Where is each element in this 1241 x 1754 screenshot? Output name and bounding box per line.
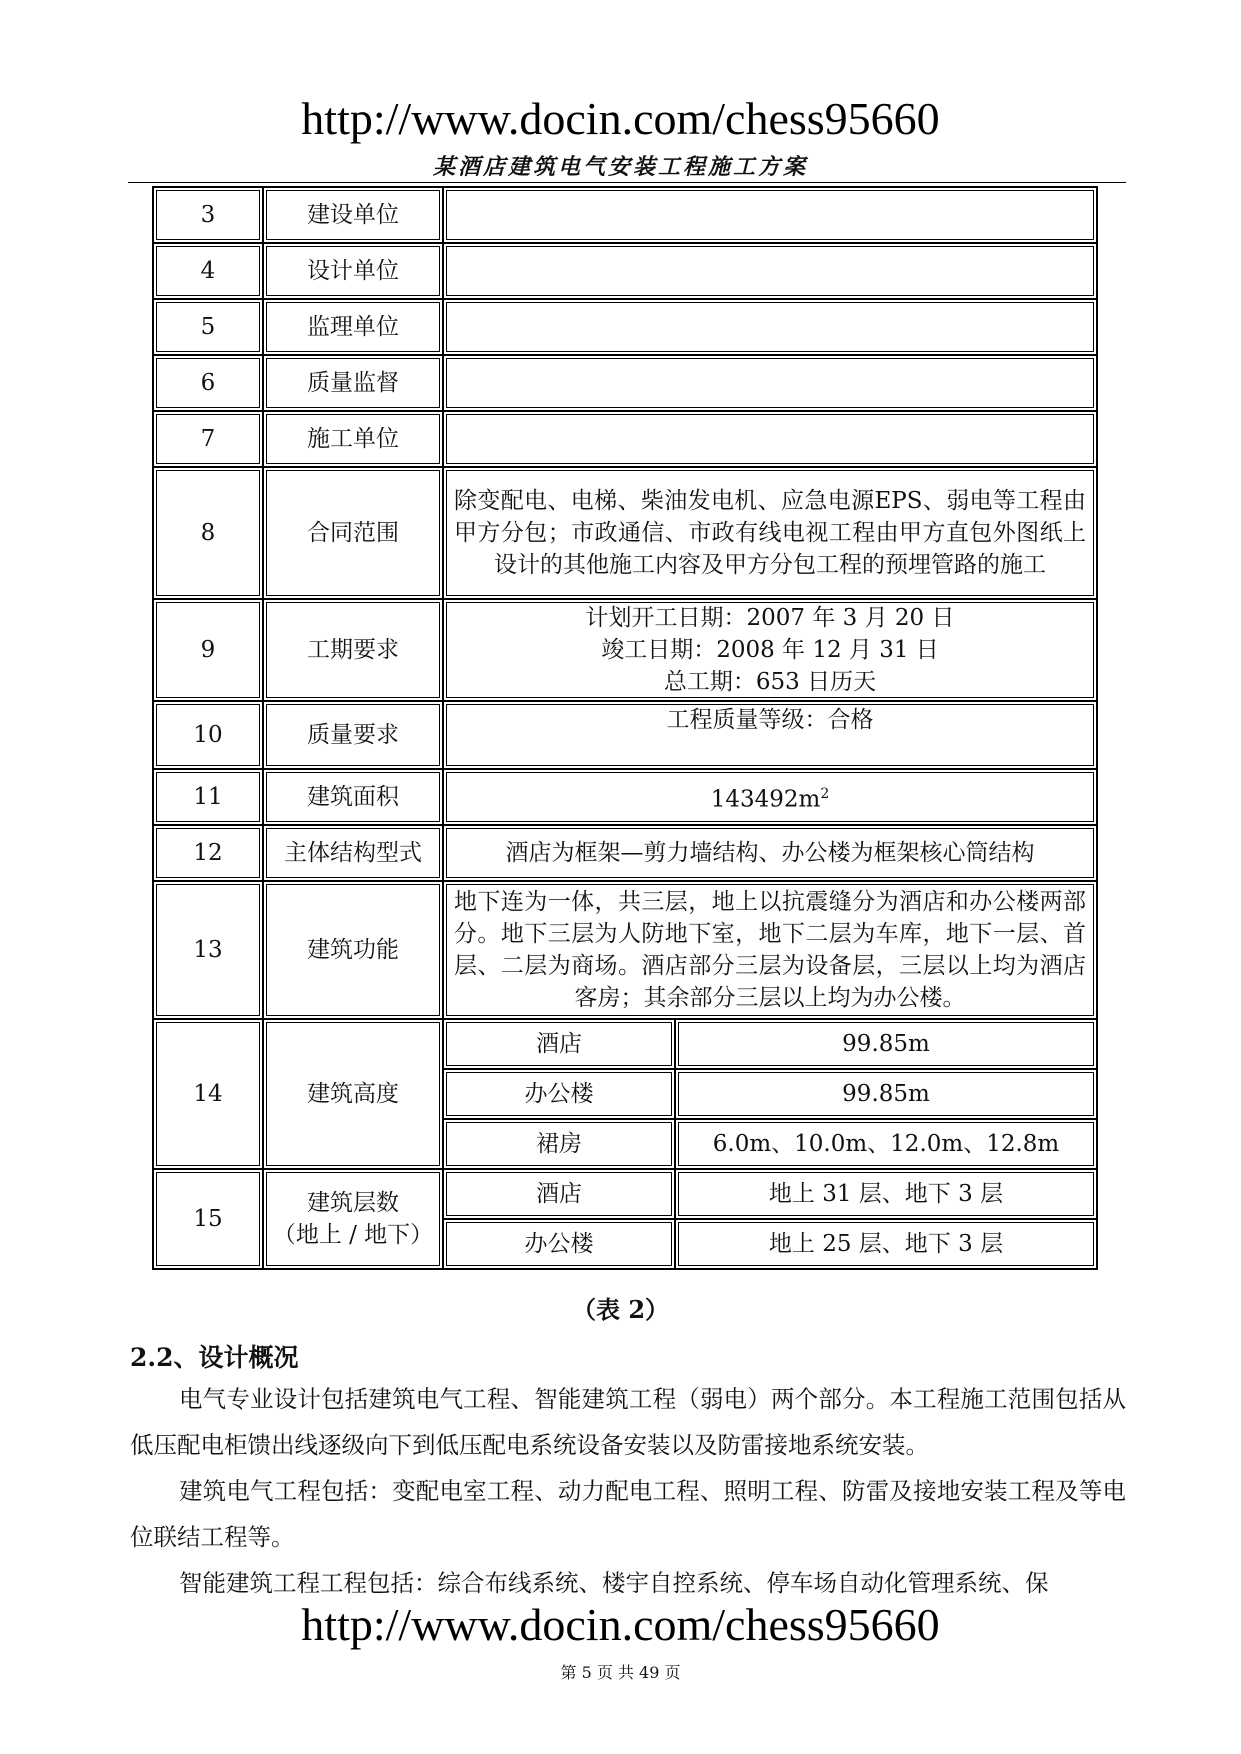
floors-item-cell [263, 1169, 443, 1269]
sub-item-value: 99.85m [675, 1069, 1097, 1119]
row-content [443, 299, 1097, 355]
sub-item-name: 酒店 [443, 1169, 675, 1219]
sub-item-value: 地上 31 层、地下 3 层 [675, 1169, 1097, 1219]
row-content [443, 187, 1097, 243]
table-row [153, 881, 1097, 1019]
paragraph: 智能建筑工程工程包括：综合布线系统、楼宇自控系统、停车场自动化管理系统、保 [179, 1569, 1049, 1597]
table-row [153, 599, 1097, 701]
row-content [443, 411, 1097, 467]
row-item: 施工单位 [263, 411, 443, 467]
sub-item-name: 酒店 [443, 1019, 675, 1069]
row-content [443, 355, 1097, 411]
row-number: 11 [153, 769, 263, 825]
row-content: 工程质量等级：合格 [443, 701, 1097, 769]
table-row [153, 243, 1097, 299]
sub-item-value: 地上 25 层、地下 3 层 [675, 1219, 1097, 1269]
table-row [153, 769, 1097, 825]
sub-item-value: 99.85m [675, 1019, 1097, 1069]
table-row [153, 299, 1097, 355]
row-content [443, 243, 1097, 299]
row-item: 建筑高度 [263, 1019, 443, 1169]
sub-item-name: 办公楼 [443, 1219, 675, 1269]
row-number: 4 [153, 243, 263, 299]
header-url[interactable]: http://www.docin.com/chess95660 [301, 93, 940, 144]
floor-area-value: 143492m [710, 786, 821, 813]
row-number: 5 [153, 299, 263, 355]
row-number: 9 [153, 599, 263, 701]
table-row [153, 701, 1097, 769]
schedule-cell [443, 599, 1097, 701]
row-item: 主体结构型式 [263, 825, 443, 881]
row-item-subtitle: （地上 / 地下） [272, 1222, 434, 1248]
row-item: 工期要求 [263, 599, 443, 701]
sub-item-name: 裙房 [443, 1119, 675, 1169]
header-rule [128, 182, 1126, 183]
row-number: 13 [153, 881, 263, 1019]
area-unit-superscript: 2 [820, 786, 830, 803]
contract-scope-text: 除变配电、电梯、柴油发电机、应急电源EPS、弱电等工程由甲方分包；市政通信、市政有线电视工程由甲方直包外图纸上设计的其他施工内容及甲方分包工程的预埋管路的施工 [443, 467, 1097, 599]
page-number: 第 5 页 共 49 页 [560, 1663, 681, 1682]
document-title: 某酒店建筑电气安装工程施工方案 [432, 154, 808, 180]
total-duration: 总工期：653 日历天 [663, 669, 877, 695]
paragraph: 建筑电气工程包括：变配电室工程、动力配电工程、照明工程、防雷及接地安装工程及等电位联结工程等。 [130, 1477, 1126, 1551]
table-row [153, 411, 1097, 467]
row-number: 10 [153, 701, 263, 769]
paragraph: 电气专业设计包括建筑电气工程、智能建筑工程（弱电）两个部分。本工程施工范围包括从低压配电柜馈出线逐级向下到低压配电系统设备安装以及防雷接地系统安装。 [130, 1385, 1126, 1459]
footer-url[interactable]: http://www.docin.com/chess95660 [301, 1599, 940, 1650]
building-function-text: 地下连为一体，共三层，地上以抗震缝分为酒店和办公楼两部分。地下三层为人防地下室，地下二层为车库，地下一层、首层、二层为商场。酒店部分三层为设备层，三层以上均为酒店客房；其余部分三层以上均为办公楼。 [443, 881, 1097, 1019]
row-number: 7 [153, 411, 263, 467]
table-row [153, 467, 1097, 599]
table-row [153, 1019, 1097, 1069]
row-item: 建筑功能 [263, 881, 443, 1019]
table-row [153, 187, 1097, 243]
row-item: 建设单位 [263, 187, 443, 243]
sub-item-value: 6.0m、10.0m、12.0m、12.8m [675, 1119, 1097, 1169]
row-number: 15 [153, 1169, 263, 1269]
row-number: 3 [153, 187, 263, 243]
row-number: 14 [153, 1019, 263, 1169]
table-row [153, 355, 1097, 411]
start-date: 计划开工日期：2007 年 3 月 20 日 [585, 605, 955, 631]
row-item: 设计单位 [263, 243, 443, 299]
table-row [153, 1169, 1097, 1219]
row-item: 建筑面积 [263, 769, 443, 825]
row-number: 6 [153, 355, 263, 411]
row-number: 12 [153, 825, 263, 881]
table-row [153, 825, 1097, 881]
completion-date: 竣工日期：2008 年 12 月 31 日 [601, 637, 939, 663]
section-heading: 2.2、设计概况 [130, 1343, 299, 1372]
project-info-table [152, 186, 1098, 1270]
row-item: 质量要求 [263, 701, 443, 769]
row-item: 质量监督 [263, 355, 443, 411]
row-number: 8 [153, 467, 263, 599]
row-item: 建筑层数 [307, 1190, 399, 1216]
row-content: 酒店为框架—剪力墙结构、办公楼为框架核心筒结构 [443, 825, 1097, 881]
row-item: 监理单位 [263, 299, 443, 355]
floor-area-cell [443, 769, 1097, 825]
table-caption: （表 2） [571, 1295, 670, 1324]
row-item: 合同范围 [263, 467, 443, 599]
sub-item-name: 办公楼 [443, 1069, 675, 1119]
